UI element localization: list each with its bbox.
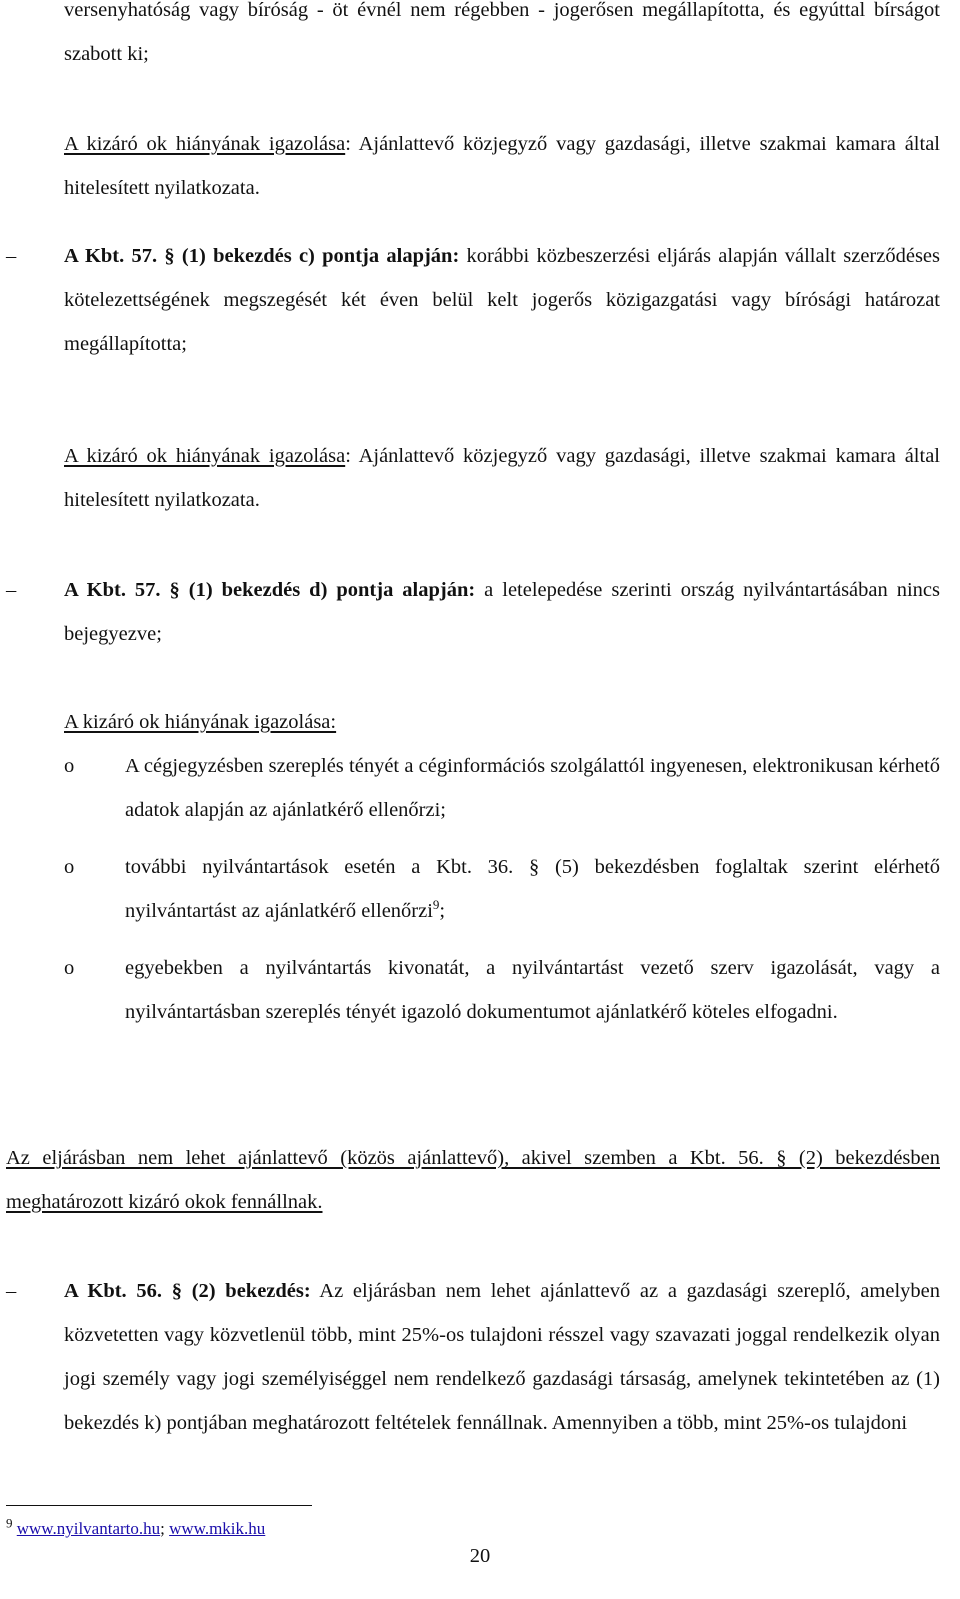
- footnote-link-mkik[interactable]: www.mkik.hu: [169, 1519, 266, 1538]
- paragraph-proof-3: [64, 700, 940, 744]
- list-item: további nyilvántartások esetén a Kbt. 36. § (5) bekezdésben foglaltak szerint elérhető nyilvántartást az ajánlatkérő ellenőrzi$^9$;: [125, 856, 940, 922]
- footnote: $^9$ www.nyilvantarto.hu; www.mkik.hu: [6, 1515, 266, 1538]
- paragraph-continuation: versenyhatóság vagy bíróság - öt évnél nem régebben - jogerősen megállapította, és egyúttal bírságot szabott ki;: [64, 0, 940, 65]
- paragraph-proof-2: A kizáró ok hiányának igazolása: Ajánlattevő közjegyző vagy gazdasági, illetve szakmai kamara által hitelesített nyilatkozata.: [64, 445, 940, 511]
- list-bullet: o: [64, 755, 75, 777]
- footnote-separator: [6, 1505, 312, 1506]
- footnote-ref: 9: [432, 897, 440, 913]
- list-item: A cégjegyzésben szereplés tényét a céginformációs szolgálattól ingyenesen, elektronikusan kérhető adatok alapján az ajánlatkérő ellenőrzi;: [125, 755, 940, 821]
- dash-bullet: –: [6, 579, 17, 601]
- list-bullet: o: [64, 856, 75, 878]
- paragraph-proof-1: A kizáró ok hiányának igazolása: Ajánlattevő közjegyző vagy gazdasági, illetve szakmai kamara által hitelesített nyilatkozata.: [64, 133, 940, 199]
- page-number: 20: [469, 1545, 491, 1567]
- footnote-link-nyilvantarto[interactable]: www.nyilvantarto.hu: [16, 1519, 161, 1538]
- dash-bullet: –: [6, 1280, 17, 1302]
- footnote-number: 9: [6, 1515, 13, 1531]
- paragraph-kbt57d: A Kbt. 57. § (1) bekezdés d) pontja alapján: a letelepedése szerinti ország nyilvántartásában nincs bejegyezve;: [64, 579, 940, 645]
- proof-heading: A kizáró ok hiányának igazolása: [64, 445, 346, 467]
- list-bullet: o: [64, 957, 75, 979]
- proof-heading: A kizáró ok hiányának igazolása: [64, 133, 346, 155]
- paragraph-kbt56-intro: Az eljárásban nem lehet ajánlattevő (közös ajánlattevő), akivel szemben a Kbt. 56. § (2) bekezdésben meghatározott kizáró okok fennállnak.: [6, 1147, 940, 1213]
- proof-heading: A kizáró ok hiányának igazolása:: [64, 711, 337, 733]
- list-item: egyebekben a nyilvántartás kivonatát, a nyilvántartást vezető szerv igazolását, vagy a nyilvántartásban szereplés tényét igazoló dokumentumot ajánlatkérő köteles elfogadni.: [125, 957, 940, 1023]
- dash-bullet: –: [6, 245, 17, 267]
- paragraph-kbt57c: A Kbt. 57. § (1) bekezdés c) pontja alapján: korábbi közbeszerzési eljárás alapján vállalt szerződéses kötelezettségének megszegését két éven belül kelt jogerős közigazgatási vagy bírósági határozat megállapította;: [64, 245, 941, 355]
- paragraph-kbt56-2: A Kbt. 56. § (2) bekezdés: Az eljárásban nem lehet ajánlattevő az a gazdasági szereplő, amelyben közvetetten vagy közvetlenül több, mint 25%-os tulajdoni résszel vagy szavazati joggal rendelkezik olyan jogi személy vagy jogi személyiséggel nem rendelkező gazdasági társaság, amelynek tekintetében az (1) bekezdés k) pontjában meghatározott feltételek fennállnak. Amennyiben a több, mint 25%-os tulajdoni: [64, 1280, 940, 1434]
